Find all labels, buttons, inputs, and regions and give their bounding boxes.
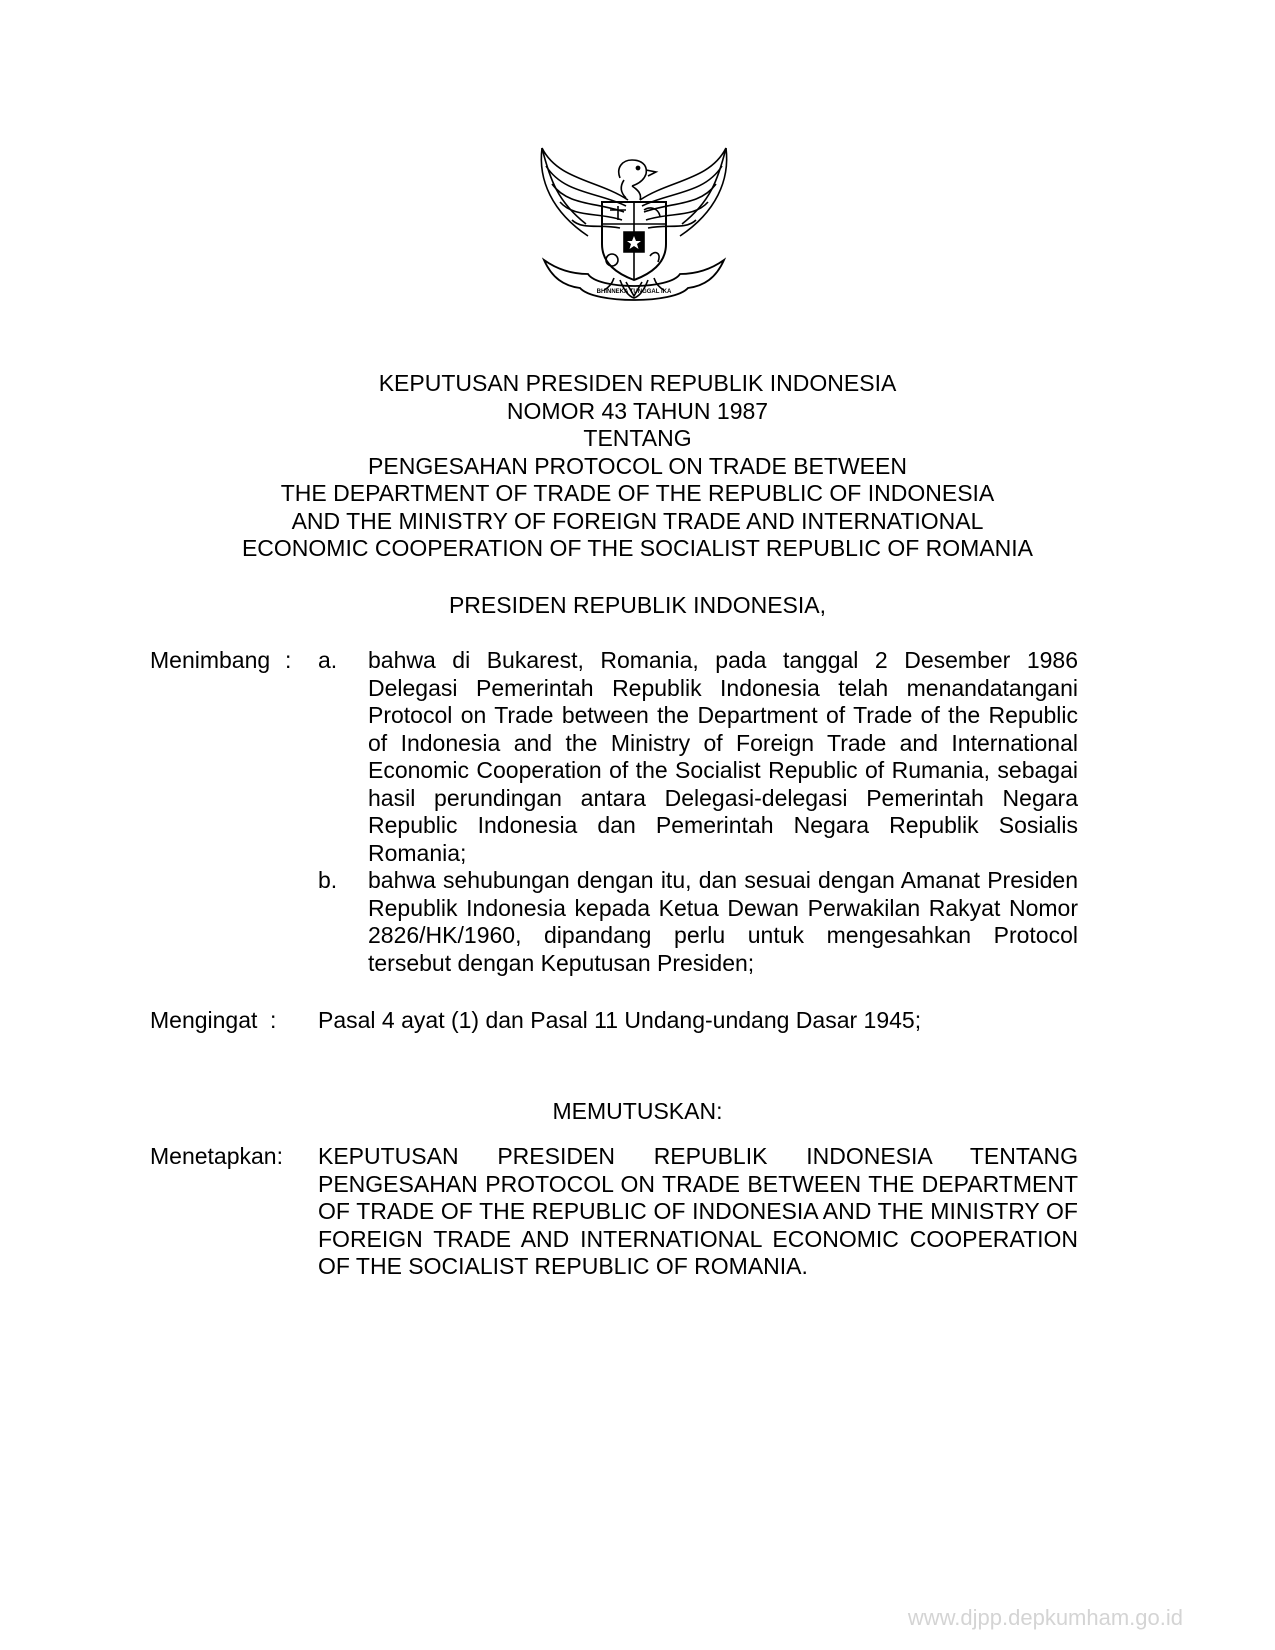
title-line: THE DEPARTMENT OF TRADE OF THE REPUBLIC OF INDONESIA: [280, 480, 995, 506]
menetapkan-label: Menetapkan:: [150, 1143, 283, 1169]
menimbang-label: Menimbang: [150, 647, 271, 673]
memutuskan-heading: MEMUTUSKAN:: [552, 1098, 723, 1124]
garuda-emblem: [528, 140, 740, 316]
menimbang-colon: :: [285, 647, 292, 673]
president-heading: PRESIDEN REPUBLIK INDONESIA,: [448, 592, 827, 618]
watermark-url: www.djpp.depkumham.go.id: [907, 1605, 1183, 1630]
menetapkan-text: KEPUTUSAN PRESIDEN REPUBLIK INDONESIA TENTANG PENGESAHAN PROTOCOL ON TRADE BETWEEN THE DEPARTMENT OF TRADE OF THE REPUBLIC OF INDONESIA AND THE MINISTRY OF FOREIGN TRADE AND INTERNATIONAL ECONOMIC COOPERATION OF THE SOCIALIST REPUBLIC OF ROMANIA.: [318, 1143, 1078, 1279]
emblem-motto-text: BHINNEKA TUNGGAL IKA: [596, 289, 672, 295]
document-title: [0, 370, 1275, 563]
item-marker: a.: [318, 647, 338, 673]
mengingat-text: Pasal 4 ayat (1) dan Pasal 11 Undang-undang Dasar 1945;: [318, 1007, 922, 1033]
item-marker: b.: [318, 867, 338, 893]
title-line: NOMOR 43 TAHUN 1987: [506, 397, 769, 424]
title-line: PENGESAHAN PROTOCOL ON TRADE BETWEEN: [368, 452, 907, 479]
title-line: ECONOMIC COOPERATION OF THE SOCIALIST REPUBLIC OF ROMANIA: [241, 535, 1034, 561]
item-text: bahwa di Bukarest, Romania, pada tanggal 2 Desember 1986 Delegasi Pemerintah Republik Indonesia telah menandatangani Protocol on Trade between the Department of Trade of the Republic of Indonesia and the Ministry of Foreign Trade and International Economic Cooperation of the Socialist Republic of Rumania, sebagai hasil perundingan antara Delegasi-delegasi Pemerintah Negara Republic Indonesia dan Pemerintah Negara Republik Sosialis Romania;: [368, 647, 1078, 866]
mengingat-label: Mengingat: [150, 1007, 258, 1033]
title-line: AND THE MINISTRY OF FOREIGN TRADE AND INTERNATIONAL: [291, 507, 984, 534]
title-line: KEPUTUSAN PRESIDEN REPUBLIK INDONESIA: [378, 370, 897, 396]
item-text: bahwa sehubungan dengan itu, dan sesuai dengan Amanat Presiden Republik Indonesia kepada Ketua Dewan Perwakilan Rakyat Nomor 2826/HK/1960, dipandang perlu untuk mengesahkan Protocol tersebut dengan Keputusan Presiden;: [368, 867, 1078, 976]
title-line: TENTANG: [583, 425, 692, 451]
mengingat-colon: :: [270, 1007, 277, 1033]
